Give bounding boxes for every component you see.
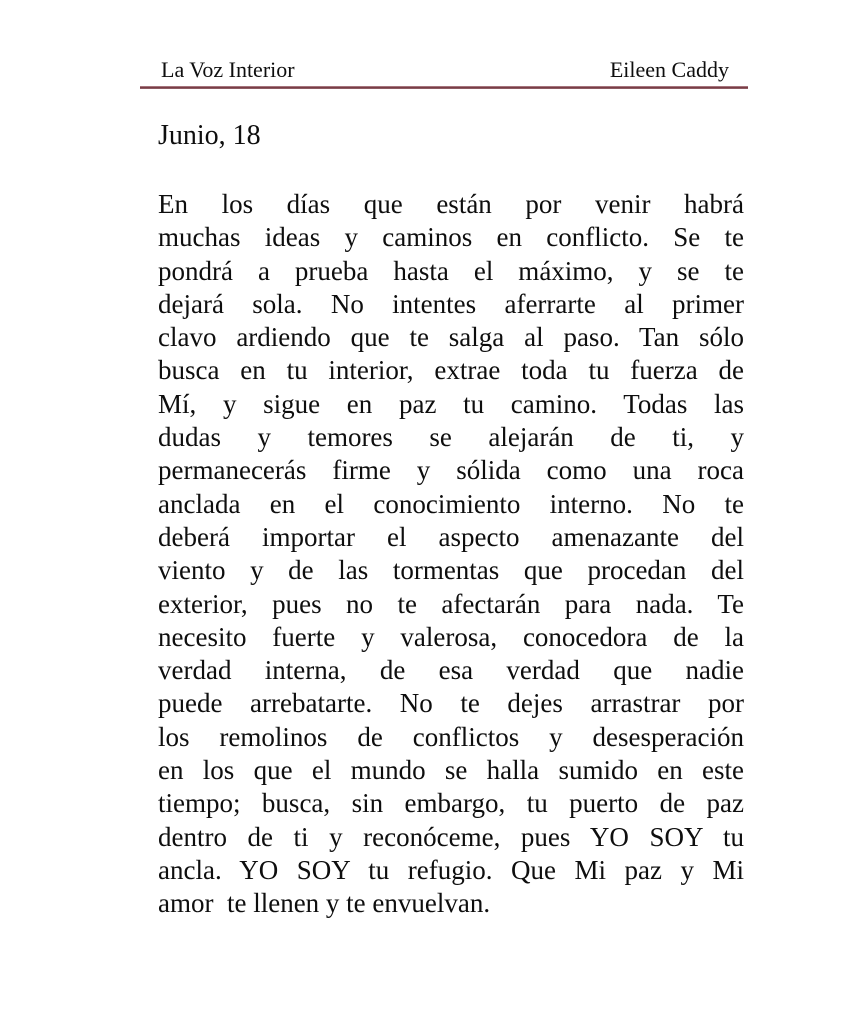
body-line: necesito fuerte y valerosa, conocedora de la: [158, 621, 744, 652]
running-header: [161, 57, 729, 83]
body-line: En los días que están por venir habrá: [158, 189, 744, 219]
body-line: Mí, y sigue en paz tu camino. Todas las: [158, 388, 744, 419]
body-line: pondrá a prueba hasta el máximo, y se te: [158, 255, 744, 286]
body-line: deberá importar el aspecto amenazante del: [158, 521, 744, 552]
body-line: amor te llenen y te envuelvan.: [158, 888, 491, 919]
body-line: tiempo; busca, sin embargo, tu puerto de paz: [158, 788, 744, 819]
body-paragraph: [158, 188, 744, 921]
running-header-title: La Voz Interior: [161, 57, 295, 82]
body-line: anclada en el conocimiento interno. No te: [158, 488, 744, 519]
body-line: los remolinos de conflictos y desesperación: [158, 721, 744, 752]
body-line: busca en tu interior, extrae toda tu fuerza de: [158, 355, 744, 386]
body-line: dentro de ti y reconóceme, pues YO SOY tu: [158, 821, 744, 852]
body-line: verdad interna, de esa verdad que nadie: [158, 655, 744, 686]
body-line: puede arrebatarte. No te dejes arrastrar por: [158, 688, 744, 719]
body-line: permanecerás firme y sólida como una roca: [158, 455, 744, 486]
date-heading: Junio, 18: [158, 120, 261, 151]
running-header-author: Eileen Caddy: [609, 57, 729, 82]
body-line: ancla. YO SOY tu refugio. Que Mi paz y Mi: [158, 854, 744, 885]
body-line: exterior, pues no te afectarán para nada. Te: [158, 588, 744, 619]
header-rule: [140, 86, 748, 89]
body-line: muchas ideas y caminos en conflicto. Se te: [158, 222, 744, 253]
body-line: clavo ardiendo que te salga al paso. Tan sólo: [158, 322, 744, 353]
body-line: dejará sola. No intentes aferrarte al primer: [158, 288, 744, 319]
body-line: viento y de las tormentas que procedan del: [158, 555, 744, 586]
body-line: dudas y temores se alejarán de ti, y: [158, 422, 744, 453]
body-line: en los que el mundo se halla sumido en este: [158, 755, 744, 786]
